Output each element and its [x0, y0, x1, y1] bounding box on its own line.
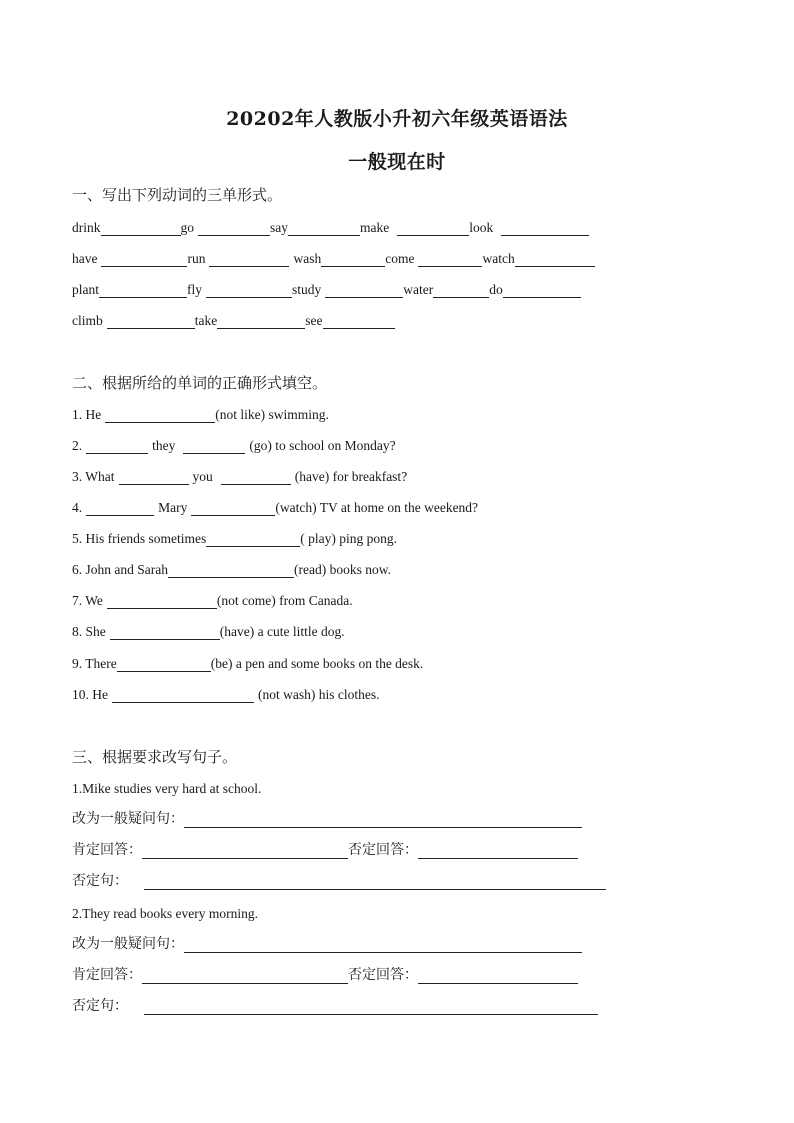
item-text: 2.They read books every morning.	[72, 906, 258, 921]
verb: make	[360, 220, 390, 235]
answer-blank[interactable]	[142, 844, 348, 859]
rewrite-answers-line	[72, 839, 578, 859]
answer-blank[interactable]	[119, 470, 189, 485]
item-text: 9. There	[72, 656, 117, 671]
answer-blank[interactable]	[112, 688, 254, 703]
verb-row-4	[72, 309, 395, 329]
verb-row-1	[72, 216, 589, 236]
verb: see	[305, 313, 323, 328]
answer-blank[interactable]	[198, 221, 270, 236]
item-text: (have) a cute little dog.	[219, 624, 345, 639]
prompt-label: 肯定回答：	[72, 842, 142, 858]
answer-blank[interactable]	[323, 314, 395, 329]
item-text: (have) for breakfast?	[294, 469, 408, 484]
answer-blank[interactable]	[418, 969, 578, 984]
page-subtitle: 一般现在时	[348, 151, 446, 173]
verb: run	[187, 251, 206, 266]
item-text: 1. He	[72, 407, 102, 422]
answer-blank[interactable]	[321, 252, 385, 267]
answer-blank[interactable]	[206, 283, 292, 298]
item-text: 8. She	[72, 624, 106, 639]
verb: fly	[187, 282, 202, 297]
fill-item-7	[72, 589, 353, 609]
item-text: Mary	[158, 500, 188, 515]
prompt-label: 改为一般疑问句：	[72, 936, 184, 952]
rewrite-question-line	[72, 933, 582, 953]
answer-blank[interactable]	[101, 252, 187, 267]
answer-blank[interactable]	[86, 439, 148, 454]
verb: look	[469, 220, 494, 235]
item-text: (go) to school on Monday?	[249, 438, 396, 453]
item-text: 6. John and Sarah	[72, 562, 168, 577]
answer-blank[interactable]	[418, 844, 578, 859]
answer-blank[interactable]	[397, 221, 469, 236]
answer-blank[interactable]	[191, 501, 275, 516]
verb: come	[385, 251, 415, 266]
answer-blank[interactable]	[325, 283, 403, 298]
verb: plant	[72, 282, 99, 297]
item-text: (watch) TV at home on the weekend?	[275, 500, 479, 515]
prompt-label: 否定句：	[72, 873, 128, 889]
answer-blank[interactable]	[117, 657, 211, 672]
item-text: (be) a pen and some books on the desk.	[210, 656, 424, 671]
rewrite-question-line	[72, 808, 582, 828]
item-text: you	[192, 469, 213, 484]
rewrite-negative-line	[72, 995, 598, 1015]
item-text: 1.Mike studies very hard at school.	[72, 781, 262, 796]
answer-blank[interactable]	[86, 501, 154, 516]
rewrite-sentence-1	[72, 777, 261, 797]
answer-blank[interactable]	[184, 938, 582, 953]
rewrite-negative-line	[72, 870, 606, 890]
rewrite-sentence-2	[72, 902, 258, 922]
answer-blank[interactable]	[105, 408, 215, 423]
verb: watch	[482, 251, 515, 266]
answer-blank[interactable]	[99, 283, 187, 298]
answer-blank[interactable]	[221, 470, 291, 485]
answer-blank[interactable]	[515, 252, 595, 267]
fill-item-8	[72, 620, 345, 640]
answer-blank[interactable]	[142, 969, 348, 984]
answer-blank[interactable]	[144, 875, 606, 890]
verb: do	[489, 282, 503, 297]
fill-item-6	[72, 558, 391, 578]
prompt-label: 肯定回答：	[72, 967, 142, 983]
item-text: ( play) ping pong.	[300, 531, 397, 546]
verb: study	[292, 282, 322, 297]
item-text: they	[152, 438, 176, 453]
fill-item-3	[72, 465, 407, 485]
rewrite-answers-line	[72, 964, 578, 984]
answer-blank[interactable]	[433, 283, 489, 298]
answer-blank[interactable]	[288, 221, 360, 236]
answer-blank[interactable]	[107, 314, 195, 329]
answer-blank[interactable]	[501, 221, 589, 236]
answer-blank[interactable]	[418, 252, 482, 267]
verb: wash	[293, 251, 322, 266]
answer-blank[interactable]	[503, 283, 581, 298]
verb: take	[194, 313, 218, 328]
verb: drink	[72, 220, 101, 235]
section1-heading: 一、写出下列动词的三单形式。	[72, 186, 283, 204]
fill-item-4	[72, 496, 478, 516]
section3-heading: 三、根据要求改写句子。	[72, 748, 238, 766]
answer-blank[interactable]	[217, 314, 305, 329]
verb-row-3	[72, 278, 581, 298]
fill-item-5	[72, 527, 397, 547]
item-text: 3. What	[72, 469, 115, 484]
prompt-label: 否定回答：	[348, 842, 418, 858]
item-text: 10. He	[72, 687, 108, 702]
item-text: 2.	[72, 438, 83, 453]
answer-blank[interactable]	[144, 1000, 598, 1015]
fill-item-9	[72, 652, 423, 672]
item-text: (read) books now.	[293, 562, 391, 577]
answer-blank[interactable]	[183, 439, 245, 454]
answer-blank[interactable]	[209, 252, 289, 267]
item-text: 4.	[72, 500, 83, 515]
verb: go	[180, 220, 194, 235]
section2-heading: 二、根据所给的单词的正确形式填空。	[72, 374, 328, 392]
answer-blank[interactable]	[107, 594, 217, 609]
answer-blank[interactable]	[168, 563, 294, 578]
item-text: 5. His friends sometimes	[72, 531, 207, 546]
verb: water	[403, 282, 434, 297]
answer-blank[interactable]	[206, 532, 300, 547]
verb: climb	[72, 313, 103, 328]
verb: have	[72, 251, 98, 266]
prompt-label: 否定回答：	[348, 967, 418, 983]
answer-blank[interactable]	[110, 625, 220, 640]
fill-item-10	[72, 683, 379, 703]
answer-blank[interactable]	[101, 221, 181, 236]
prompt-label: 改为一般疑问句：	[72, 811, 184, 827]
item-text: 7. We	[72, 593, 103, 608]
prompt-label: 否定句：	[72, 998, 128, 1014]
fill-item-2	[72, 434, 396, 454]
item-text: (not wash) his clothes.	[258, 687, 380, 702]
page-title: 20202年人教版小升初六年级英语语法	[226, 108, 568, 130]
fill-item-1	[72, 403, 329, 423]
item-text: (not come) from Canada.	[216, 593, 353, 608]
verb-row-2	[72, 247, 595, 267]
answer-blank[interactable]	[184, 813, 582, 828]
verb: say	[270, 220, 288, 235]
item-text: (not like) swimming.	[215, 407, 329, 422]
